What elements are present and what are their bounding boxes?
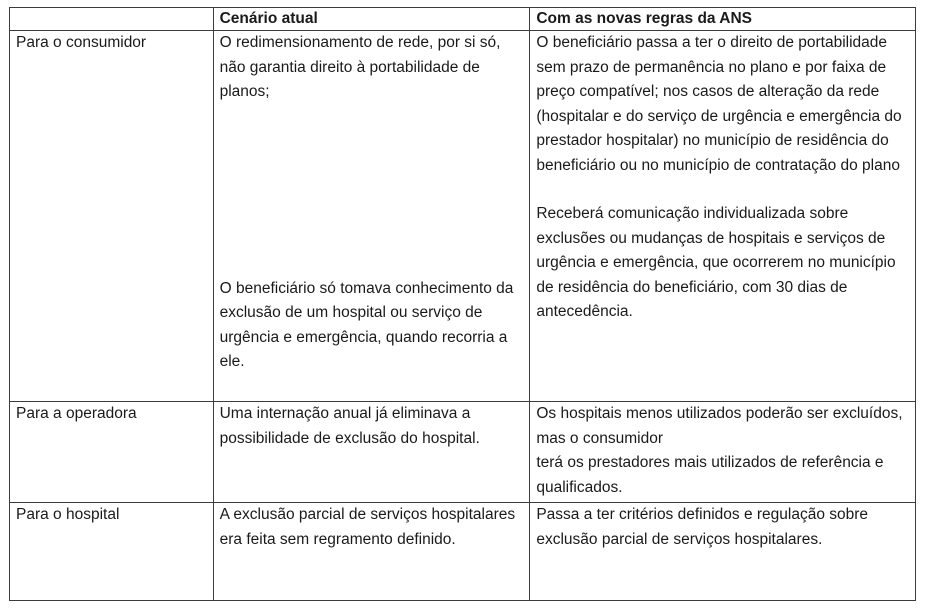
consumer-current-text-1: O redimensionamento de rede, por si só, não garantia direito à portabilidade de planos; [219, 34, 501, 100]
table-header-row [10, 8, 916, 31]
table-row-operator [10, 402, 916, 503]
operator-current-text: Uma internação anual já eliminava a possibilidade de exclusão do hospital. [219, 405, 480, 447]
header-current-scenario: Cenário atual [213, 8, 530, 31]
header-empty-cell [10, 8, 214, 31]
cell-operator-new [530, 402, 916, 503]
row-label-hospital: Para o hospital [10, 503, 214, 601]
comparison-table [9, 7, 916, 601]
cell-hospital-new [530, 503, 916, 601]
consumer-current-text-2: O beneficiário só tomava conhecimento da exclusão de um hospital ou serviço de urgência e emergência, quando recorria a ele. [219, 279, 514, 370]
table-row-hospital [10, 503, 916, 601]
cell-operator-current [213, 402, 530, 503]
hospital-new-text: Passa a ter critérios definidos e regulação sobre exclusão parcial de serviços hospitalares. [536, 506, 869, 548]
table-row-consumer [10, 31, 916, 402]
row-label-operator: Para a operadora [10, 402, 214, 503]
spacer [536, 178, 909, 202]
consumer-new-text-1: O beneficiário passa a ter o direito de portabilidade sem prazo de permanência no plano e por faixa de preço compatível; nos casos de alteração da rede (hospitalar e do serviço de urgência e emergência do prestador hospitalar) no município de residência do beneficiário ou no município de contratação do plano [536, 34, 902, 174]
header-new-rules: Com as novas regras da ANS [530, 8, 916, 31]
hospital-current-text: A exclusão parcial de serviços hospitalares era feita sem regramento definido. [219, 506, 516, 548]
spacer [220, 105, 524, 277]
cell-hospital-current [213, 503, 530, 601]
row-label-consumer: Para o consumidor [10, 31, 214, 402]
cell-consumer-current [213, 31, 530, 402]
operator-new-text-2: terá os prestadores mais utilizados de referência e qualificados. [536, 454, 884, 496]
operator-new-text-1: Os hospitais menos utilizados poderão ser excluídos, mas o consumidor [536, 405, 903, 447]
consumer-new-text-2: Receberá comunicação individualizada sobre exclusões ou mudanças de hospitais e serviços de urgência e emergência, que ocorrerem no município de residência do beneficiário, com 30 dias de antecedência. [536, 205, 896, 320]
cell-consumer-new [530, 31, 916, 402]
